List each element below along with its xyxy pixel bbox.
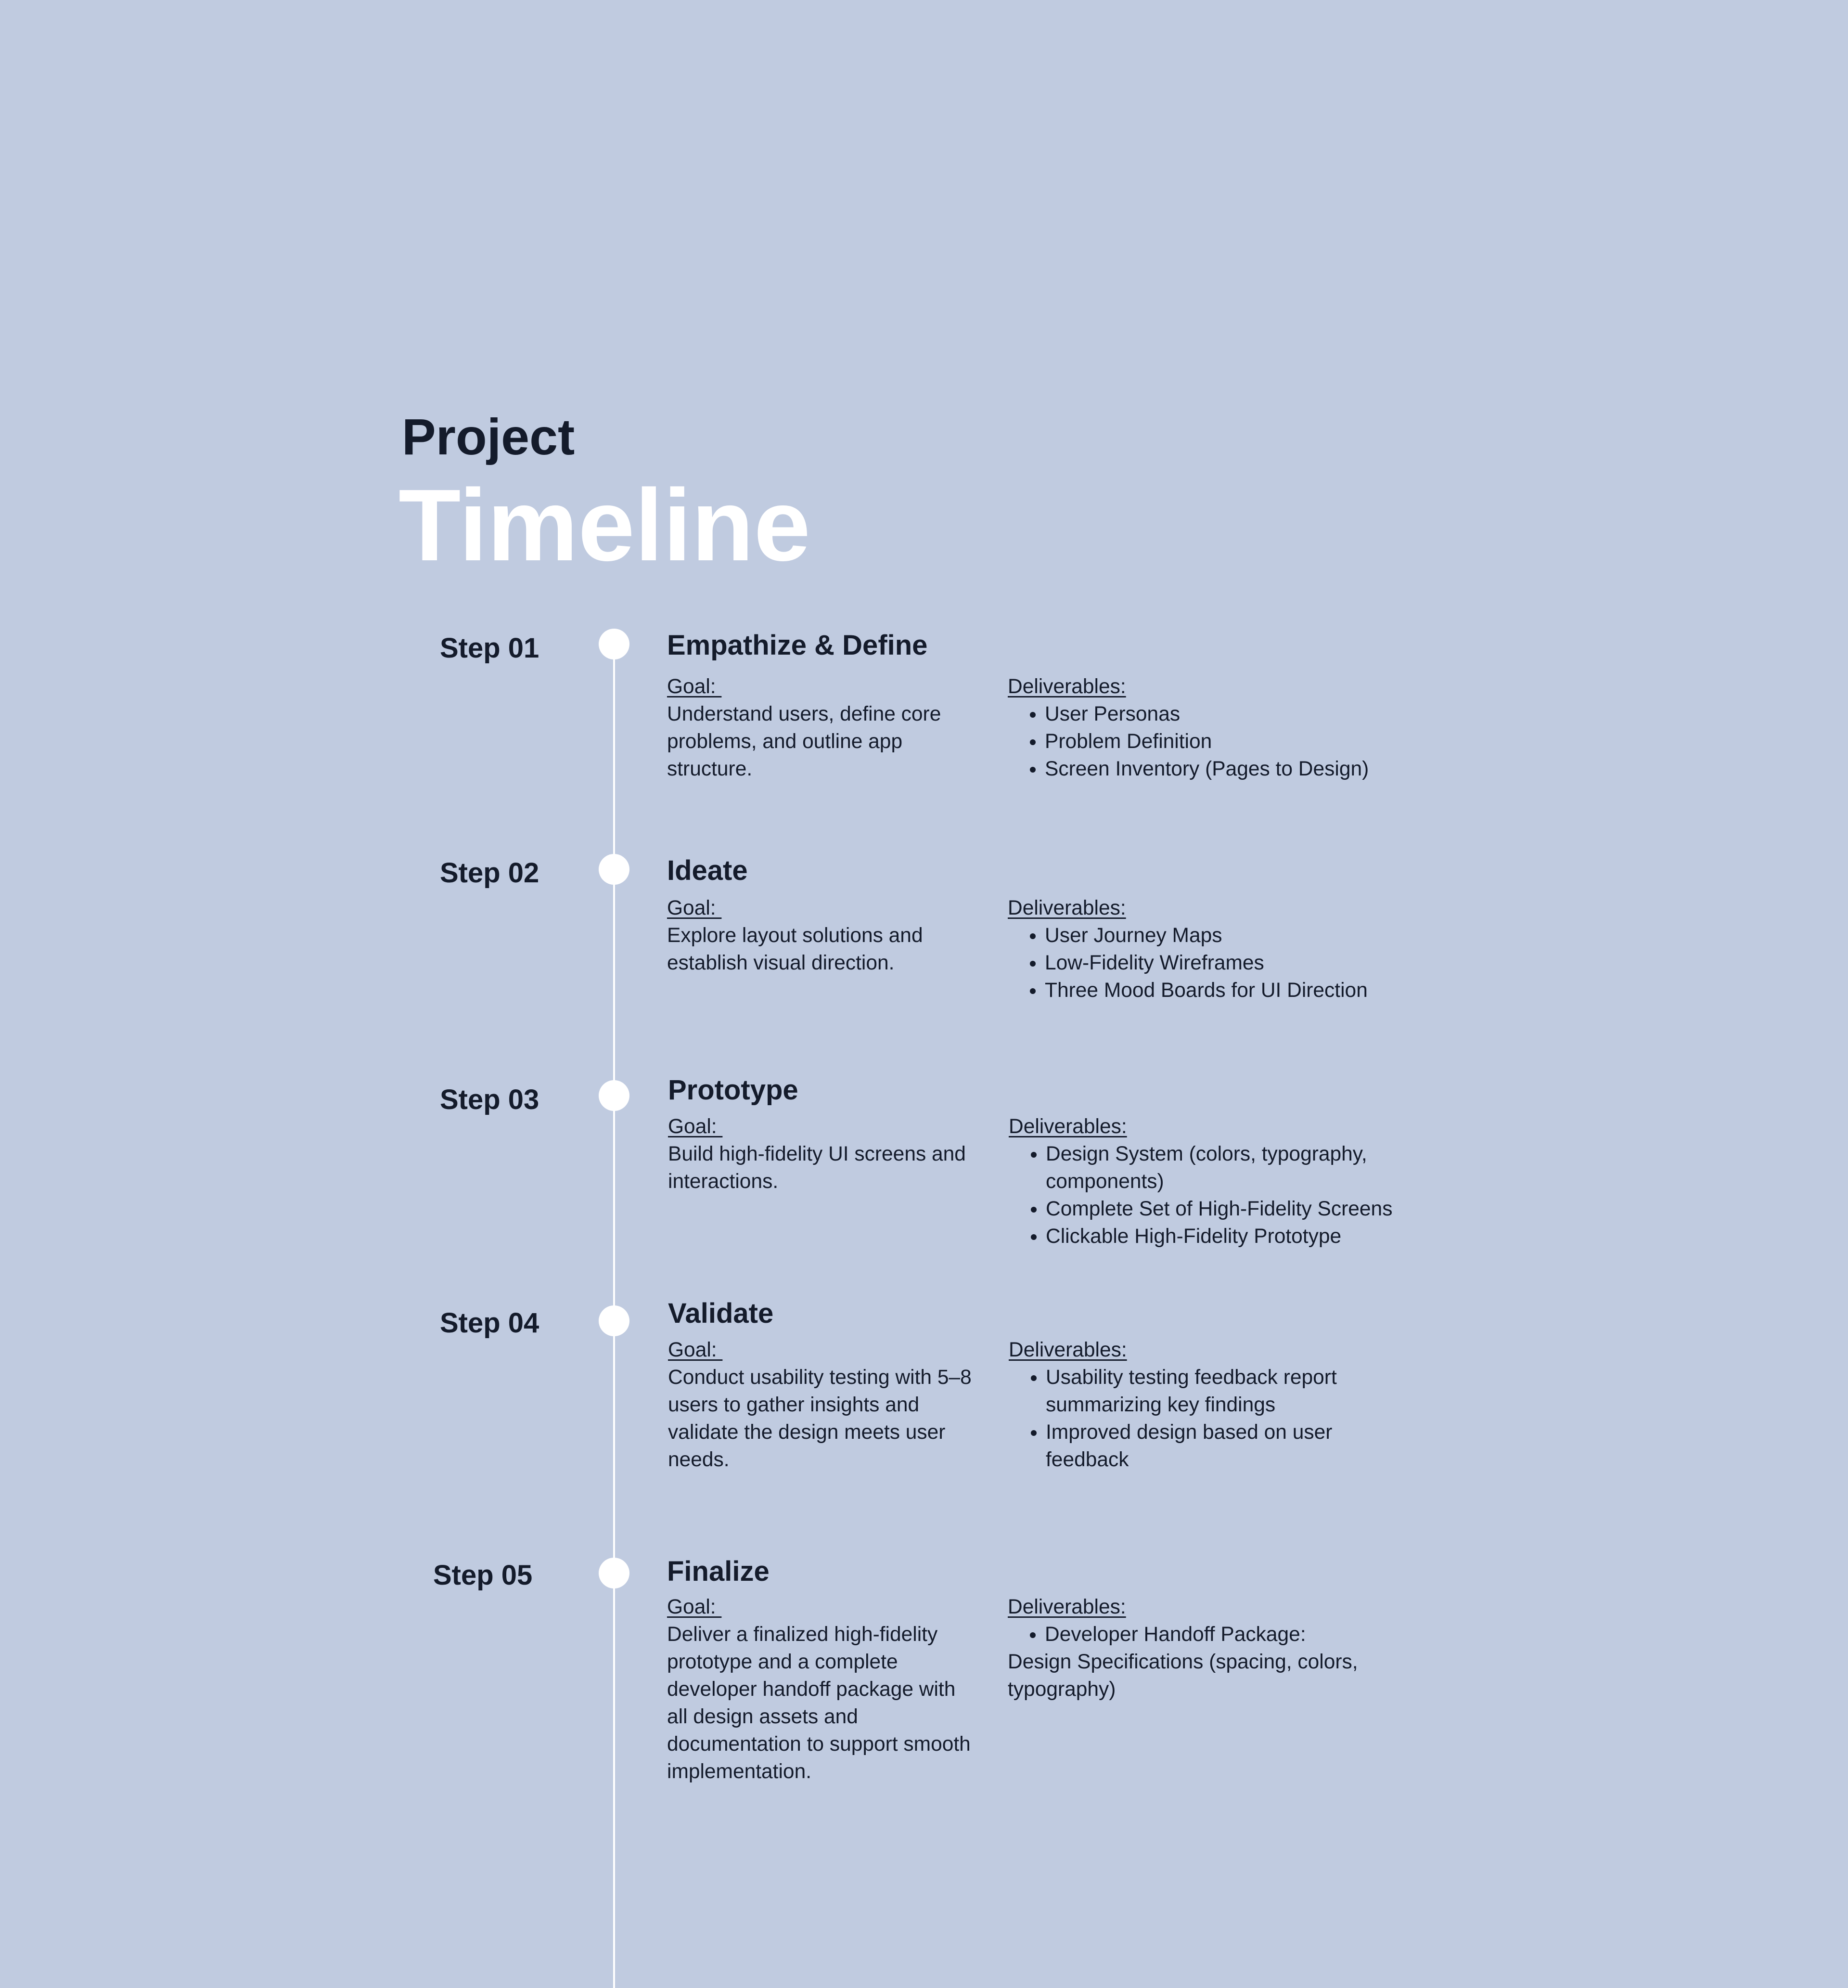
deliverables-list xyxy=(1009,1140,1403,1250)
goal-block xyxy=(668,1336,976,1473)
step-title: Prototype xyxy=(668,1074,798,1106)
page-title-large: Timeline xyxy=(398,468,811,582)
goal-label: Goal: xyxy=(668,1115,723,1138)
deliverables-list xyxy=(1009,1364,1365,1473)
deliverable-item: • Complete Set of High-Fidelity Screens xyxy=(1046,1195,1403,1223)
deliverables-label: Deliverables: xyxy=(1008,897,1126,919)
step-label: Step 04 xyxy=(440,1307,539,1339)
goal-block xyxy=(667,1593,975,1785)
deliverables-label: Deliverables: xyxy=(1008,675,1126,698)
deliverables-list xyxy=(1008,922,1489,1004)
deliverable-item: • Screen Inventory (Pages to Design) xyxy=(1045,755,1489,783)
deliverable-item: • Low-Fidelity Wireframes xyxy=(1045,949,1489,977)
step-label: Step 03 xyxy=(440,1084,539,1115)
step-title: Finalize xyxy=(667,1556,770,1587)
deliverable-item: • Problem Definition xyxy=(1045,728,1489,755)
timeline-dot xyxy=(599,1305,629,1336)
deliverables-block xyxy=(1009,1336,1365,1473)
step-label: Step 02 xyxy=(440,857,539,889)
step-title: Ideate xyxy=(667,855,748,886)
goal-label: Goal: xyxy=(668,1339,723,1361)
deliverable-item: • Clickable High-Fidelity Prototype xyxy=(1046,1223,1403,1250)
goal-text: Understand users, define core problems, and outline app structure. xyxy=(667,703,941,780)
deliverable-item: • Developer Handoff Package: xyxy=(1045,1621,1393,1648)
goal-label: Goal: xyxy=(667,1596,722,1618)
deliverables-list xyxy=(1008,700,1489,783)
deliverables-label: Deliverables: xyxy=(1008,1596,1126,1618)
goal-block xyxy=(667,894,975,977)
goal-label: Goal: xyxy=(667,675,722,698)
deliverables-block xyxy=(1008,673,1489,783)
goal-text: Conduct usability testing with 5–8 users to gather insights and validate the design meets user needs. xyxy=(668,1366,972,1471)
timeline-dot xyxy=(599,854,629,885)
goal-text: Build high-fidelity UI screens and interactions. xyxy=(668,1143,966,1193)
step-title: Validate xyxy=(668,1298,774,1329)
deliverables-block xyxy=(1008,894,1489,1004)
deliverable-item: • Three Mood Boards for UI Direction xyxy=(1045,977,1489,1004)
deliverable-item: • User Personas xyxy=(1045,700,1489,728)
goal-block xyxy=(668,1113,976,1195)
page-title-small: Project xyxy=(402,409,575,465)
deliverables-label: Deliverables: xyxy=(1009,1115,1127,1138)
timeline-dot xyxy=(599,629,629,659)
deliverable-item: • Design System (colors, typography, components) xyxy=(1046,1140,1403,1195)
goal-text: Deliver a finalized high-fidelity prototype and a complete developer handoff package with all design assets and documentation to support smooth implementation. xyxy=(667,1623,971,1783)
deliverable-item: • Usability testing feedback report summarizing key findings xyxy=(1046,1364,1365,1419)
step-label: Step 05 xyxy=(433,1560,533,1591)
deliverables-block xyxy=(1009,1113,1403,1250)
timeline-dot xyxy=(599,1558,629,1588)
timeline-dot xyxy=(599,1080,629,1111)
goal-label: Goal: xyxy=(667,897,722,919)
deliverables-label: Deliverables: xyxy=(1009,1339,1127,1361)
deliverables-extra: Design Specifications (spacing, colors, typography) xyxy=(1008,1651,1358,1701)
deliverables-list xyxy=(1008,1621,1393,1648)
goal-block xyxy=(667,673,975,783)
step-label: Step 01 xyxy=(440,633,539,664)
goal-text: Explore layout solutions and establish visual direction. xyxy=(667,924,923,974)
deliverables-block xyxy=(1008,1593,1393,1703)
deliverable-item: • User Journey Maps xyxy=(1045,922,1489,949)
deliverable-item: • Improved design based on user feedback xyxy=(1046,1419,1365,1473)
step-title: Empathize & Define xyxy=(667,630,928,661)
